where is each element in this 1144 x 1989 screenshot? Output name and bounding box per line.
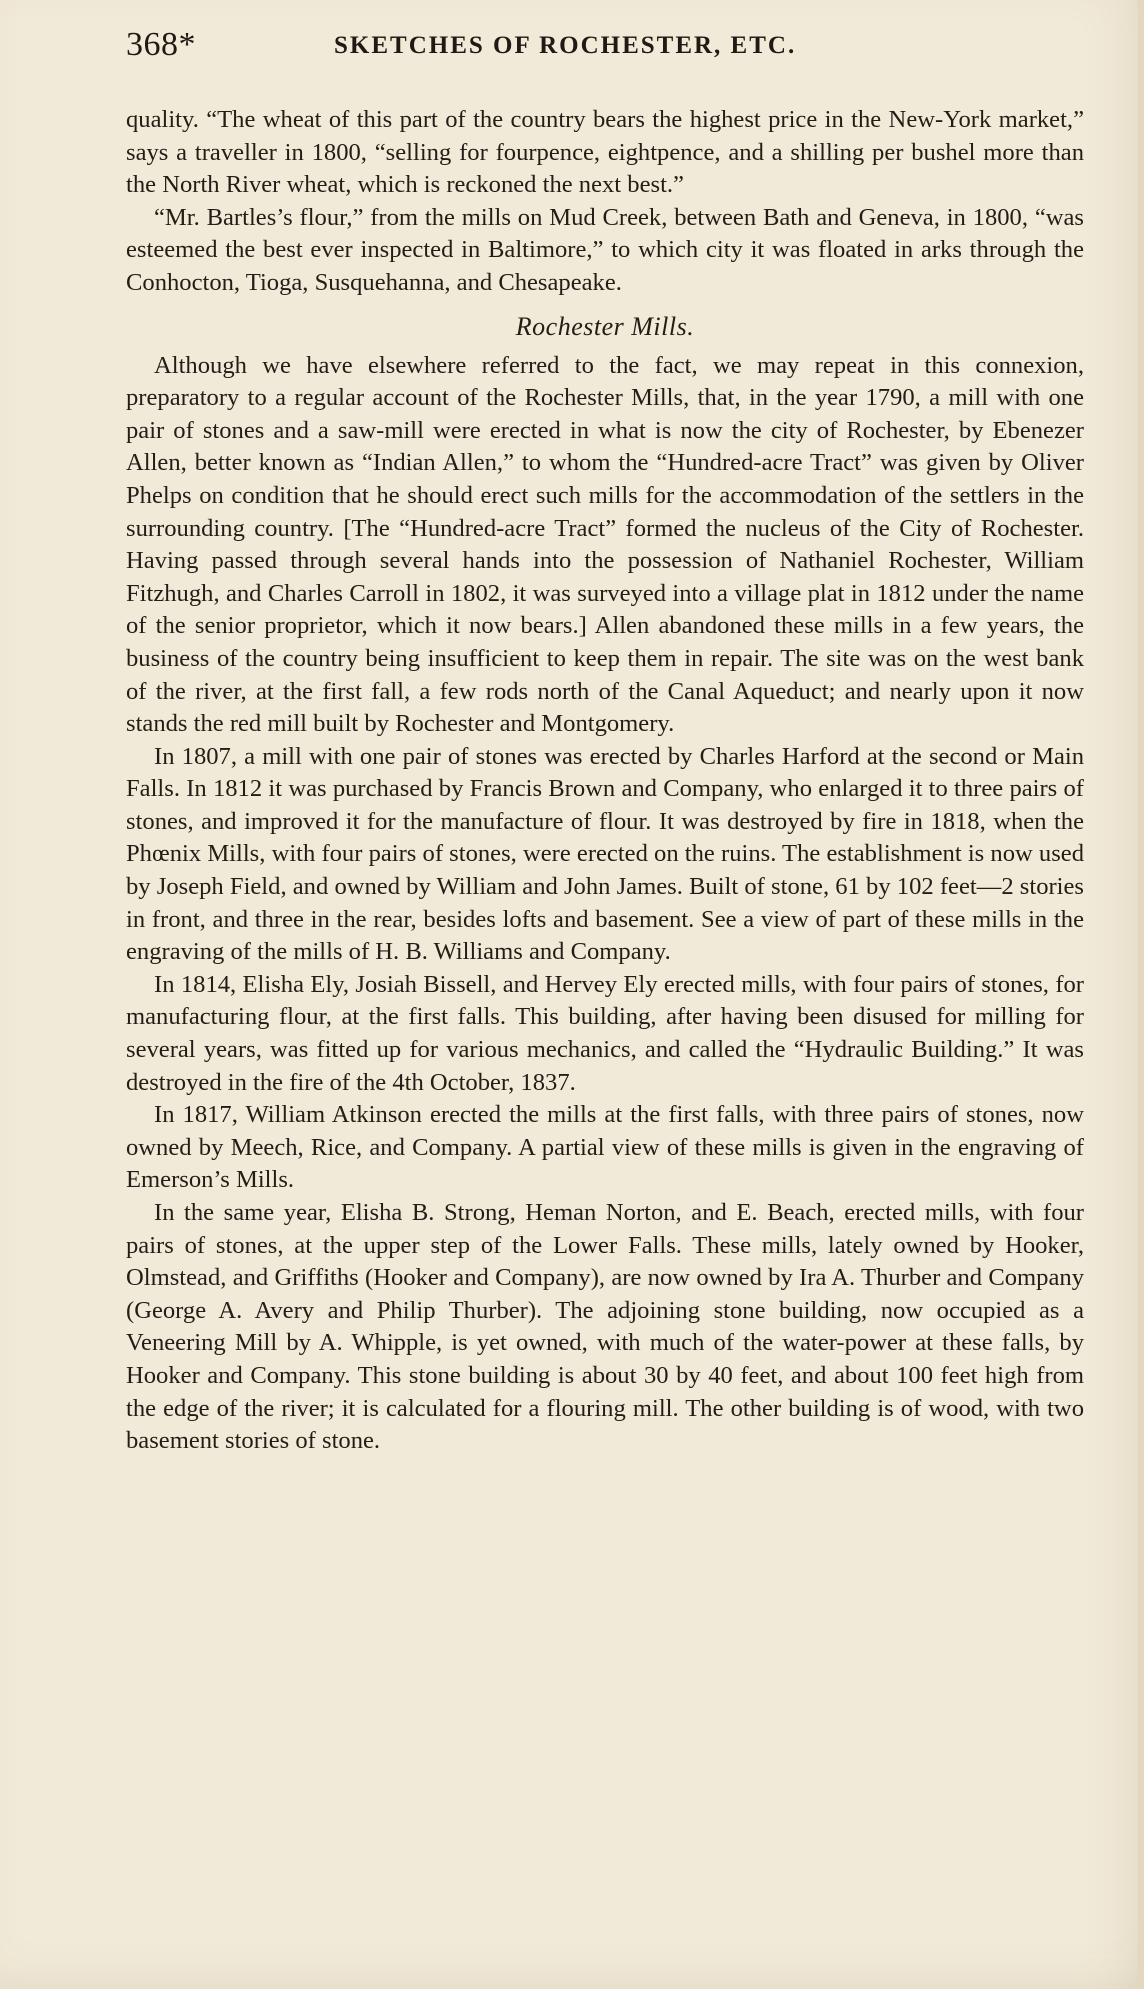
page-header bbox=[126, 26, 1084, 68]
paragraph-7: In the same year, Elisha B. Strong, Heman Norton, and E. Beach, erected mills, with four pairs of stones, at the upper step of the Lower Falls. These mills, lately owned by Hooker, Olmstead, and Griffiths (Hooker and Company), are now owned by Ira A. Thurber and Company (George A. Avery and Philip Thurber). The adjoining stone building, now occupied as a Veneering Mill by A. Whipple, is yet owned, with much of the water-power at these falls, by Hooker and Company. This stone building is about 30 by 40 feet, and about 100 feet high from the edge of the river; it is calculated for a flouring mill. The other building is of wood, with two basement stories of stone. bbox=[126, 1199, 1084, 1455]
paragraph-3: Although we have elsewhere referred to the fact, we may repeat in this connexion, preparatory to a regular account of the Rochester Mills, that, in the year 1790, a mill with one pair of stones and a saw-mill were erected in what is now the city of Rochester, by Ebenezer Allen, better known as “Indian Allen,” to whom the “Hundred-acre Tract” was given by Oliver Phelps on condition that he should erect such mills for the accommodation of the settlers in the surrounding country. [The “Hundred-acre Tract” formed the nucleus of the City of Rochester. Having passed through several hands into the possession of Nathaniel Rochester, William Fitzhugh, and Charles Carroll in 1802, it was surveyed into a village plat in 1812 under the name of the senior proprietor, which it now bears.] Allen abandoned these mills in a few years, the business of the country being insufficient to keep them in repair. The site was on the west bank of the river, at the first fall, a few rods north of the Canal Aqueduct; and nearly upon it now stands the red mill built by Rochester and Montgomery. bbox=[126, 351, 1084, 738]
paragraph-1: quality. “The wheat of this part of the country bears the highest price in the New-York market,” says a traveller in 1800, “selling for fourpence, eightpence, and a shilling per bushel more than the North River wheat, which is reckoned the next best.” bbox=[126, 106, 1084, 199]
running-head: SKETCHES OF ROCHESTER, ETC. bbox=[334, 32, 797, 59]
paragraph-2: “Mr. Bartles’s flour,” from the mills on Mud Creek, between Bath and Geneva, in 1800, “was esteemed the best ever inspected in Baltimore,” to which city it was floated in arks through the Conhocton, Tioga, Susquehanna, and Chesapeake. bbox=[126, 203, 1084, 296]
page-edge bbox=[1138, 0, 1144, 1989]
paragraph-5: In 1814, Elisha Ely, Josiah Bissell, and Hervey Ely erected mills, with four pairs of stones, for manufacturing flour, at the first falls. This building, after having been disused for milling for several years, was fitted up for various mechanics, and called the “Hydraulic Building.” It was destroyed in the fire of the 4th October, 1837. bbox=[126, 970, 1084, 1096]
body-text bbox=[126, 104, 1084, 1458]
paragraph-4: In 1807, a mill with one pair of stones was erected by Charles Harford at the second or Main Falls. In 1812 it was purchased by Francis Brown and Company, who enlarged it to three pairs of stones, and improved it for the manufacture of flour. It was destroyed by fire in 1818, when the Phœnix Mills, with four pairs of stones, were erected on the ruins. The establishment is now used by Joseph Field, and owned by William and John James. Built of stone, 61 by 102 feet—2 stories in front, and three in the rear, besides lofts and basement. See a view of part of these mills in the engraving of the mills of H. B. Williams and Company. bbox=[126, 742, 1084, 966]
page-number: 368* bbox=[126, 26, 196, 63]
paragraph-6: In 1817, William Atkinson erected the mills at the first falls, with three pairs of stones, now owned by Meech, Rice, and Company. A partial view of these mills is given in the engraving of Emerson’s Mills. bbox=[126, 1101, 1084, 1194]
section-heading: Rochester Mills. bbox=[515, 311, 695, 341]
